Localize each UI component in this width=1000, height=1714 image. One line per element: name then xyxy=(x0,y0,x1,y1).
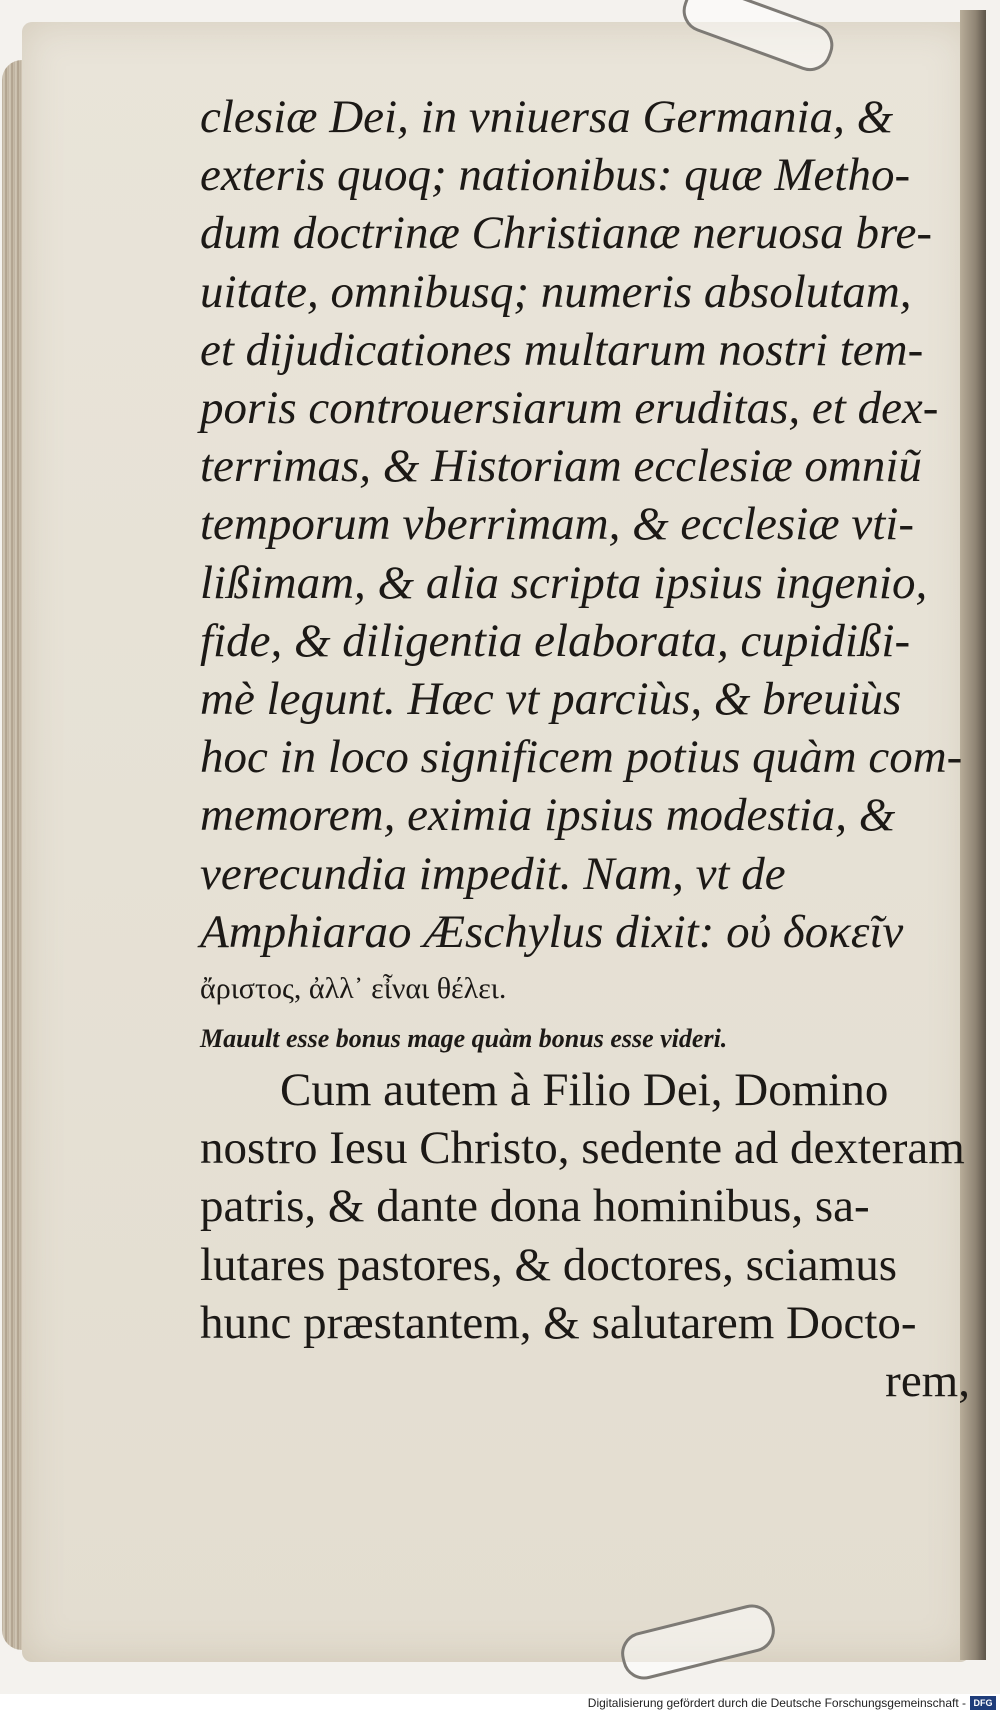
paragraph-line: Cum autem à Filio Dei, Domino xyxy=(280,1064,889,1117)
dfg-logo: DFG xyxy=(970,1696,996,1710)
greek-quote-line: ἄριστος, ἀλλ᾽ εἶναι θέλει. xyxy=(200,972,507,1006)
text-line: lißimam, & alia scripta ipsius ingenio, xyxy=(200,556,928,609)
footer-bar xyxy=(0,1694,1000,1714)
page-text xyxy=(200,88,970,1410)
text-line: fide, & diligentia elaborata, cupidißi- xyxy=(200,614,911,667)
text-line: mè legunt. Hæc vt parciùs, & breuiùs xyxy=(200,673,902,726)
translation-line: Mauult esse bonus mage quàm bonus esse videri. xyxy=(200,1024,728,1054)
text-line: temporum vberrimam, & ecclesiæ vti- xyxy=(200,498,914,551)
text-line: poris controuersiarum eruditas, et dex- xyxy=(200,382,939,435)
text-line: terrimas, & Historiam ecclesiæ omniũ xyxy=(200,440,922,493)
text-line: exteris quoq; nationibus: quæ Metho- xyxy=(200,149,911,202)
paragraph-line: hunc præstantem, & salutarem Docto- xyxy=(200,1296,917,1349)
text-line: et dijudicationes multarum nostri tem- xyxy=(200,323,924,376)
paragraph-line: patris, & dante dona hominibus, sa- xyxy=(200,1180,870,1233)
footer-credit: Digitalisierung gefördert durch die Deutsche Forschungsgemeinschaft - xyxy=(587,1696,966,1710)
text-line: hoc in loco significem potius quàm com- xyxy=(200,731,963,784)
text-line: clesiæ Dei, in vniuersa Germania, & xyxy=(200,91,894,143)
text-line: dum doctrinæ Christianæ neruosa bre- xyxy=(200,207,933,260)
paragraph-line: lutares pastores, & doctores, sciamus xyxy=(200,1238,897,1291)
paragraph-line: nostro Iesu Christo, sedente ad dexteram xyxy=(200,1122,965,1175)
catchword: rem, xyxy=(885,1355,970,1408)
text-line: verecundia impedit. Nam, vt de xyxy=(200,847,786,900)
text-line: Amphiarao Æschylus dixit: οὐ δοκεῖν xyxy=(200,905,904,958)
text-line: memorem, eximia ipsius modestia, & xyxy=(200,789,896,842)
text-line: uitate, omnibusq; numeris absolutam, xyxy=(200,265,912,318)
